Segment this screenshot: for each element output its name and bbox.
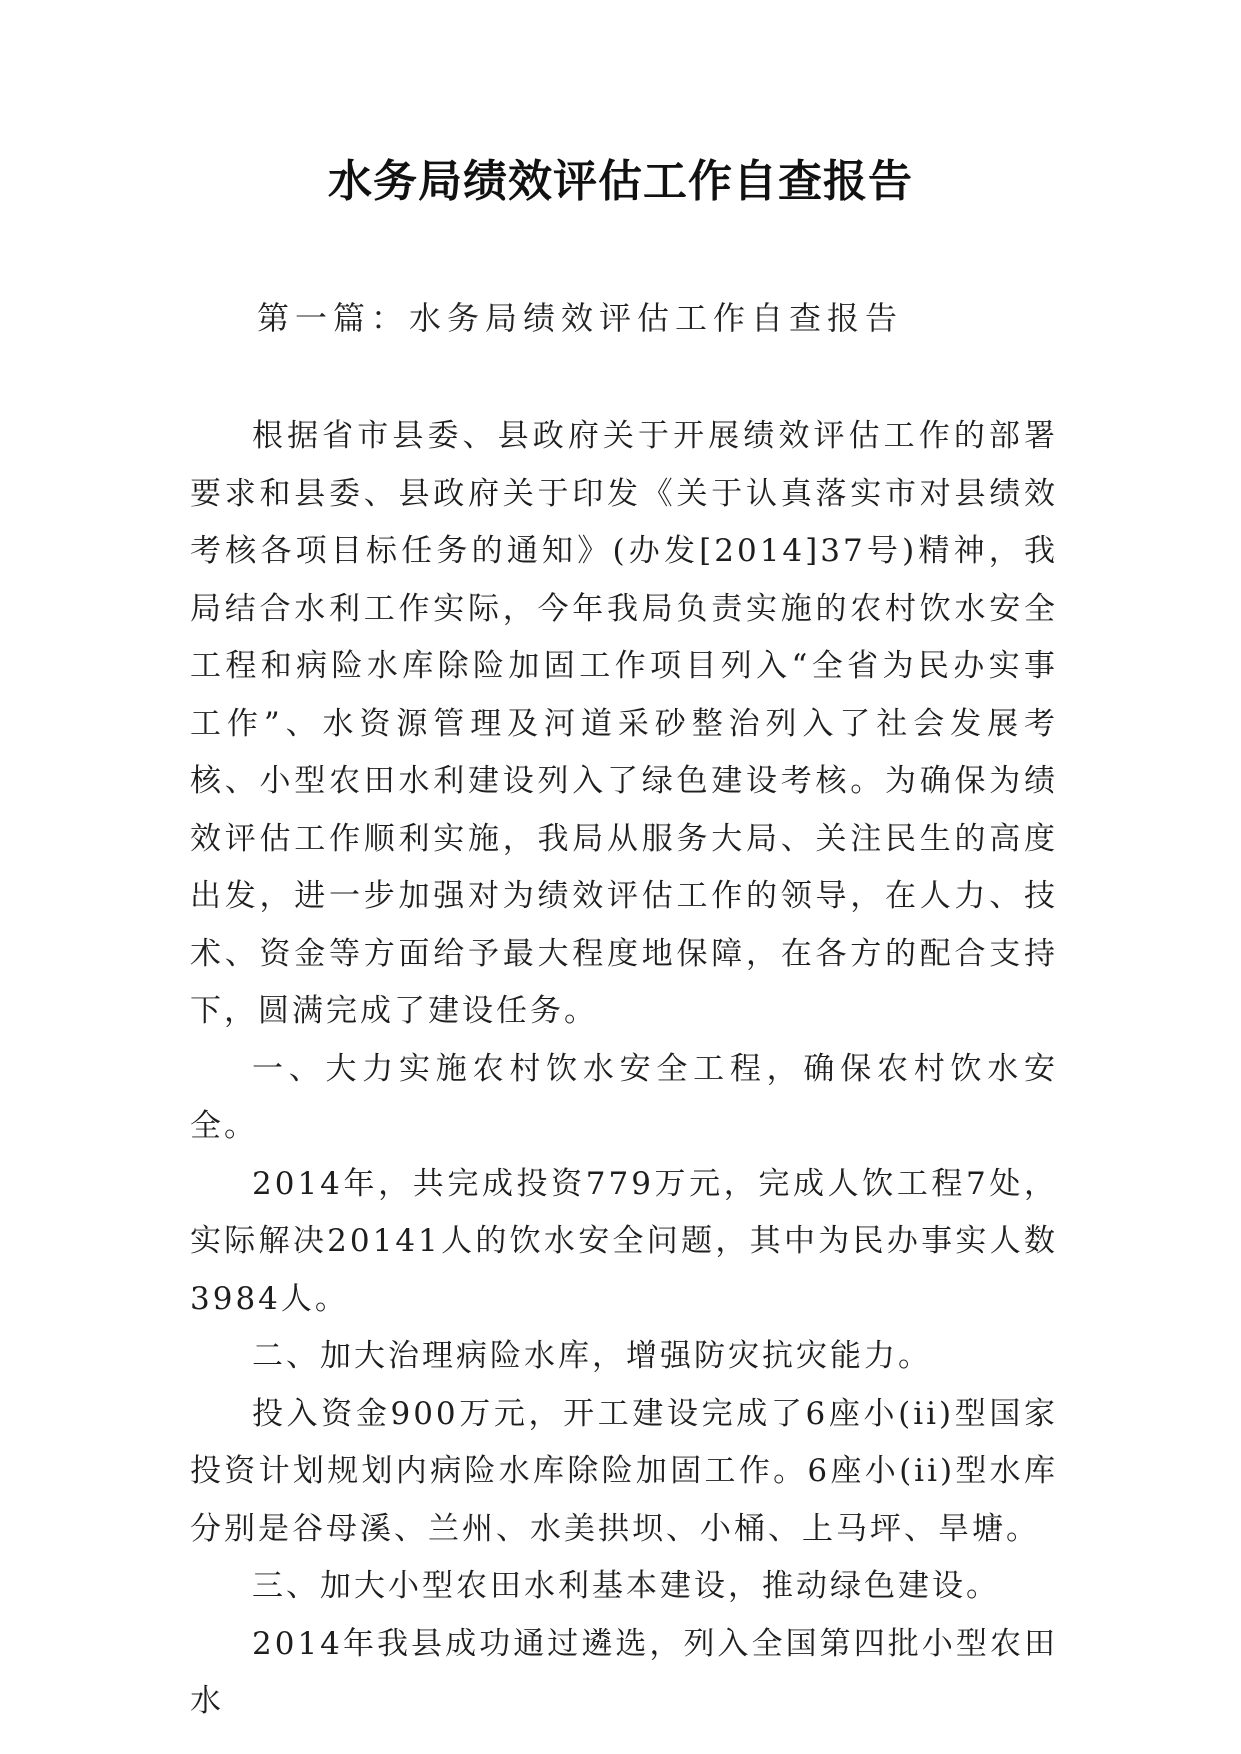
section-paragraph-1: 2014年，共完成投资779万元，完成人饮工程7处，实际解决20141人的饮水安全问题，其中为民办事实人数3984人。 [190, 1165, 1058, 1317]
section-heading-2: 二、加大治理病险水库，增强防灾抗灾能力。 [252, 1338, 932, 1374]
section-heading-1: 一、大力实施农村饮水安全工程，确保农村饮水安全。 [190, 1050, 1058, 1144]
section-paragraph-2: 投入资金900万元，开工建设完成了6座小(ii)型国家投资计划规划内病险水库除险加固工作。6座小(ii)型水库分别是谷母溪、兰州、水美拱坝、小桶、上马坪、旱塘。 [190, 1395, 1058, 1547]
intro-paragraph: 根据省市县委、县政府关于开展绩效评估工作的部署要求和县委、县政府关于印发《关于认真落实市对县绩效考核各项目标任务的通知》(办发[2014]37号)精神，我局结合水利工作实际，今年我局负责实施的农村饮水安全工程和病险水库除险加固工作项目列入“全省为民办实事工作”、水资源管理及河道采砂整治列入了社会发展考核、小型农田水利建设列入了绿色建设考核。为确保为绩效评估工作顺利实施，我局从服务大局、关注民生的高度出发，进一步加强对为绩效评估工作的领导，在人力、技术、资金等方面给予最大程度地保障，在各方的配合支持下，圆满完成了建设任务。 [190, 418, 1058, 1029]
section-paragraph-3: 2014年我县成功通过遴选，列入全国第四批小型农田水 [190, 1625, 1058, 1719]
section-heading-3: 三、加大小型农田水利基本建设，推动绿色建设。 [252, 1568, 1000, 1604]
document-title: 水务局绩效评估工作自查报告 [328, 156, 913, 207]
document-body [190, 408, 1058, 1731]
document-subtitle: 第一篇：水务局绩效评估工作自查报告 [257, 299, 904, 337]
